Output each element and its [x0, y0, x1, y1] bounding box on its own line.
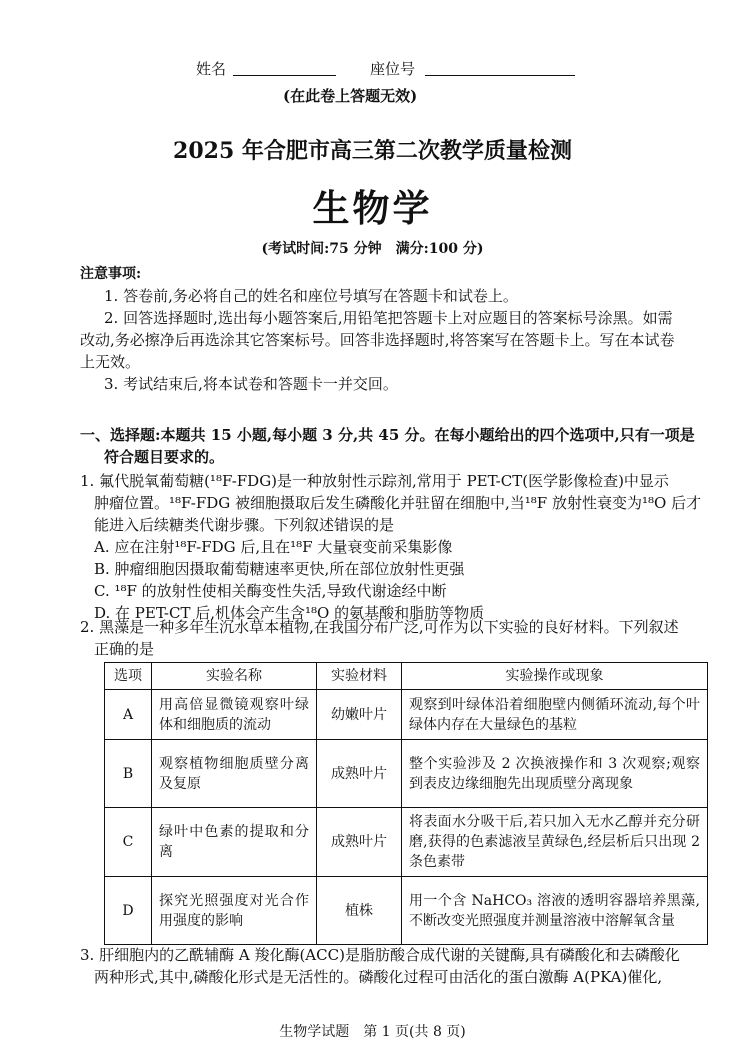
- name-label: 姓名: [196, 60, 227, 78]
- q2-stem-line-1: 2. 黑藻是一种多年生沉水草本植物,在我国分布广泛,可作为以下实验的良好材料。下列叙述: [80, 618, 679, 636]
- operation-cell: 将表面水分吸干后,若只加入无水乙醇并充分研磨,获得的色素滤液呈黄绿色,经层析后只出现 2 条色素带: [402, 808, 708, 877]
- note-item-3: 3. 考试结束后,将本试卷和答题卡一并交回。: [104, 375, 398, 393]
- table-row: [105, 877, 708, 945]
- note-item-2-line-2: 改动,务必擦净后再选涂其它答案标号。回答非选择题时,将答案写在答题卡上。写在本试卷: [80, 331, 675, 349]
- note-item-2-line-1: 2. 回答选择题时,选出每小题答案后,用铅笔把答题卡上对应题目的答案标号涂黑。如需: [104, 309, 673, 327]
- note-item-1: 1. 答卷前,务必将自己的姓名和座位号填写在答题卡和试卷上。: [104, 287, 518, 305]
- section-1-heading-cont: 符合题目要求的。: [104, 448, 225, 466]
- exam-title: 2025 年合肥市高三第二次教学质量检测: [173, 138, 572, 164]
- notes-heading: 注意事项:: [80, 266, 142, 282]
- q1-stem-line-1: 1. 氟代脱氧葡萄糖(¹⁸F-FDG)是一种放射性示踪剂,常用于 PET-CT(医学影像检查)中显示: [80, 472, 669, 490]
- q1-stem-line-2: 肿瘤位置。¹⁸F-FDG 被细胞摄取后发生磷酸化并驻留在细胞中,当¹⁸F 放射性衰变为¹⁸O 后才: [94, 494, 702, 512]
- q1-option-a: A. 应在注射¹⁸F-FDG 后,且在¹⁸F 大量衰变前采集影像: [94, 538, 453, 556]
- answer-invalid-notice: (在此卷上答题无效): [283, 87, 418, 105]
- table-row: [105, 740, 708, 808]
- table-row: [105, 690, 708, 740]
- q1-option-d: D. 在 PET-CT 后,机体会产生含¹⁸O 的氨基酸和脂肪等物质: [94, 604, 485, 622]
- material-cell: 成熟叶片: [317, 740, 402, 808]
- exam-time-info: (考试时间:75 分钟 满分:100 分): [261, 241, 484, 257]
- q1-option-c: C. ¹⁸F 的放射性使相关酶变性失活,导致代谢途经中断: [94, 582, 447, 600]
- operation-cell: 整个实验涉及 2 次换液操作和 3 次观察;观察到表皮边缘细胞先出现质壁分离现象: [402, 740, 708, 808]
- q3-stem-line-1: 3. 肝细胞内的乙酰辅酶 A 羧化酶(ACC)是脂肪酸合成代谢的关键酶,具有磷酸化和去磷酸化: [80, 946, 680, 964]
- q3-stem-line-2: 两种形式,其中,磷酸化形式是无活性的。磷酸化过程可由活化的蛋白激酶 A(PKA)催化,: [94, 968, 663, 986]
- material-cell: 幼嫩叶片: [317, 690, 402, 740]
- q2-stem-line-2: 正确的是: [94, 640, 155, 658]
- table-header-cell: 实验材料: [317, 663, 402, 690]
- subject-title: 生物学: [312, 186, 433, 230]
- section-1-heading: 一、选择题:本题共 15 小题,每小题 3 分,共 45 分。在每小题给出的四个选项中,只有一项是: [80, 426, 695, 444]
- option-cell: B: [105, 740, 152, 808]
- material-cell: 成熟叶片: [317, 808, 402, 877]
- table-header-cell: 实验名称: [152, 663, 317, 690]
- table-header-cell: 选项: [105, 663, 152, 690]
- seat-label: 座位号: [370, 60, 416, 78]
- table-row: [105, 808, 708, 877]
- option-cell: C: [105, 808, 152, 877]
- experiment-name-cell: 观察植物细胞质壁分离及复原: [152, 740, 317, 808]
- option-cell: D: [105, 877, 152, 945]
- q2-experiment-table: [104, 662, 708, 945]
- option-cell: A: [105, 690, 152, 740]
- experiment-name-cell: 绿叶中色素的提取和分离: [152, 808, 317, 877]
- seat-blank-line: [425, 75, 575, 76]
- q1-option-b: B. 肿瘤细胞因摄取葡萄糖速率更快,所在部位放射性更强: [94, 560, 465, 578]
- table-header-row: [105, 663, 708, 690]
- name-blank-line: [233, 75, 336, 76]
- experiment-name-cell: 探究光照强度对光合作用强度的影响: [152, 877, 317, 945]
- page-footer: 生物学试题 第 1 页(共 8 页): [279, 1024, 466, 1040]
- operation-cell: 观察到叶绿体沿着细胞壁内侧循环流动,每个叶绿体内存在大量绿色的基粒: [402, 690, 708, 740]
- note-item-2-line-3: 上无效。: [80, 353, 141, 371]
- material-cell: 植株: [317, 877, 402, 945]
- table-header-cell: 实验操作或现象: [402, 663, 708, 690]
- experiment-name-cell: 用高倍显微镜观察叶绿体和细胞质的流动: [152, 690, 317, 740]
- q1-stem-line-3: 能进入后续糖类代谢步骤。下列叙述错误的是: [94, 516, 395, 534]
- operation-cell: 用一个含 NaHCO₃ 溶液的透明容器培养黑藻,不断改变光照强度并测量溶液中溶解氧含量: [402, 877, 708, 945]
